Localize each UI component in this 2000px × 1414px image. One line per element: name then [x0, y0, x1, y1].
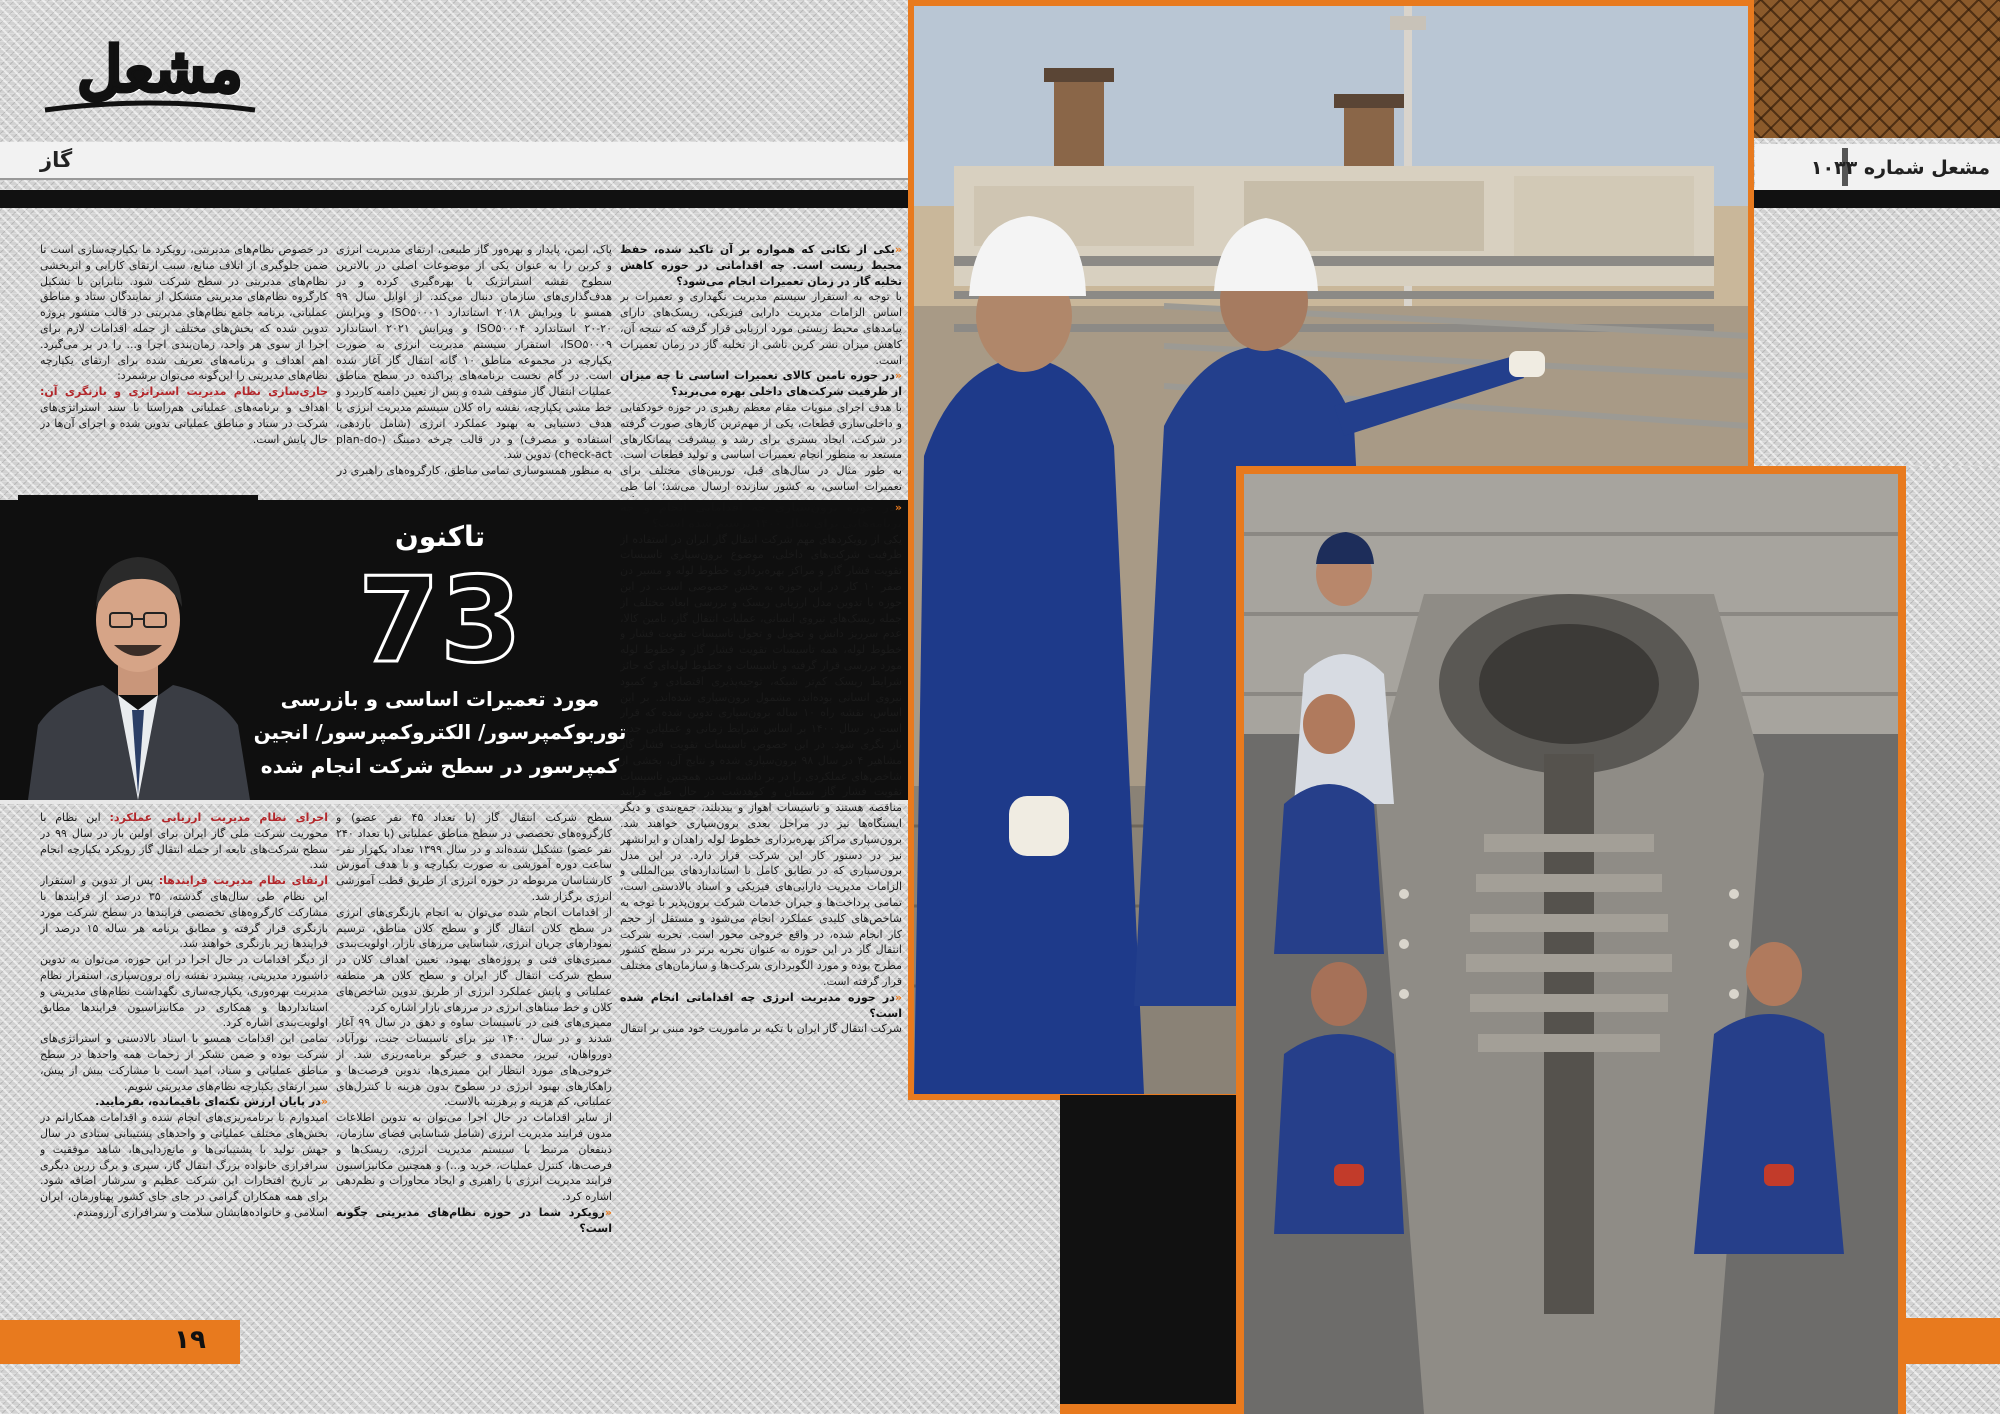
issue-label: مشعل شماره ۱۰۳۳ — [1810, 157, 1990, 179]
strategy-text: اهداف و برنامه‌های عملیاتی هم‌راستا با سند استراتژی‌های شرکت در ستاد و مناطق عملیاتی تدوین شده و اجرای آن‌ها در حال پایش است. — [40, 400, 328, 446]
photo-turbine-overhaul — [1244, 474, 1898, 1414]
other-actions-text: از سایر اقدامات در حال اجرا می‌توان به تدوین اطلاعات مدون فرایند مدیریت انرژی (شامل شناسایی فضای سازمان، ذینفعان مرتبط با سیستم مدیریت انرژی، ریسک‌ها و فرصت‌ها، کنترل عملیات، خرید و...) و همچنین مکانیزاسیون فرایند مدیریت انرژی با راهبری و ایجاد محاورات و نظم‌دهی اشاره کرد. — [336, 1111, 612, 1204]
question-env: یکی از نکاتی که همواره بر آن تاکید شده، حفظ محیط زیست است. چه اقداماتی در حوزه کاهش تخلیه گاز در زمان تعمیرات انجام می‌شود؟ — [620, 243, 902, 288]
highlight-process: ارتقای نظام مدیریت فرایندها: — [158, 874, 328, 888]
process-text: پس از تدوین و استقرار این نظام طی سال‌های گذشته، ۳۵ درصد از فرایندها با مشارکت کارگروه‌های تخصصی فرایندها در سطح شرکت مورد بازنگری قرار گرفته و مطابق برنامه هر ساله ۱۵ درصد از فرایند‌ها زیر بازنگری خواهند شد. — [40, 874, 328, 951]
quote-big-number: 73 — [357, 551, 523, 689]
answer-energy-start: شرکت انتقال گاز ایران با تکیه بر ماموریت خود مبنی بر انتقال — [620, 1022, 902, 1036]
evaluation-text: این نظام با محوریت شرکت ملی گاز ایران برای اولین بار در سال ۹۹ در سطح شرکت‌های تابعه از جمله انتقال گاز رویکرد یکپارچه انجام شد. — [40, 811, 328, 872]
energy-management-text: پاک، ایمن، پایدار و بهره‌ور گاز طبیعی، ارتقای مدیریت انرژی و کربن را به عنوان یکی از موضوعات اصلی در بالاترین سطوح نقشه استراتژیک با بهره‌گیری کرده و در هدف‌گذاری‌های سازمان دنبال می‌کند. از اوایل سال ۹۹ همسو با ویرایش ۲۰۱۸ استاندارد ISO۵۰۰۰۱ و ویرایش ۲۰-۲۰ استاندارد ISO۵۰۰۰۴ و ویرایش ۲۰۲۱ استاندارد ISO۵۰۰۰۹، استقرار سیستم مدیریت انرژی به صورت یکپارچه در مجموعه مناطق ۱۰ گانه انتقال گاز آغاز شده است. در گام نخست برنامه‌های پراکنده در سطح مناطق عملیات انتقال گاز متوقف شده و پس از تعیین دامنه کاربرد و خط مشی یکپارچه، نقشه راه کلان سیستم مدیریت انرژی با هدف دستیابی به بهبود عملکرد انرژی (شامل بازدهی، استفاده و مصرف) و در قالب چرخه دمینگ (plan-do-check-act) تدوین شد. — [336, 243, 612, 462]
working-groups-text: سطح شرکت انتقال گاز (با تعداد ۴۵ نفر عضو) و کارگروه‌های تخصصی در سطح مناطق عملیاتی (با تعداد ۲۴۰ نفر عضو) تشکیل شده‌اند و در سال ۱۳۹۹ تعداد یکهزار نفر-ساعت دوره آموزشی به صورت یکپارچه و با هدف آموزش کارشناسان مربوطه در حوزه انرژی از طریق قطب آموزشی انرژی برگزار شد. — [336, 811, 612, 903]
answer-outsourcing: یکی از رویکردهای مهم شرکت انتقال گاز ایران در استفاده از ظرفیت شرکت‌های داخلی، موضوع برون‌سپاری تاسیسات تقویت فشار گاز و مراکز بهره‌برداری خطوط لوله و مسیر دن صفر ۱۰ کار در این حوزه به بخش خصوصی است. در این حوزه با تدوین مدل ارزیابی ریسک و بررسی ابعاد مختلف از جمله ریسک‌های نیروی انسانی، عملیات انتقال گاز، تامین کالا، عدم سرریز دانش و تحویل و تحول تاسیسات تقویت فشار و خطوط لوله، همه تاسیسات تقویت فشار گاز و خطوط لوله مورد بررسی قرار گرفته و تاسیسات و خطوط لوله‌ای که حائز شرایط ریسک کم‌تر شبکه، توجیه‌پذیری اقتصادی و کمبود نیروی انسانی بوده‌اند، مشمول برون‌سپاری شده‌اند. بر این اساس، نقشه راه ۱۰ ساله برون‌سپاری تدوین شده که قرار است در سال ۱۴۰۰ بر اساس شرایط زمانی و عملیاتی جدید باز نگری شود. در این خصوص تاسیسات تقویت فشار گاز مشاهیر ۴ در سال ۹۸ برون‌سپاری شده و نتایج آن، بخشی از شاخص‌های عملکردی را در بر داشته است. همچنین تاسیسات تقویت فشار گاز سمنان و کوهدشت در حال طی فرایند مناقصه هستند و تاسیسات اهواز و بید‌بلند، جمع‌بندی و دیگر ایستگاه‌ها نیز در مراحل بعدی برون‌سپاری خواهند شد. برون‌سپاری مراکز بهره‌برداری خطوط لوله زاهدان و ایرانشهر نیز در دستور کار این شرکت قرار دارد. در این مدل برون‌سپاری که در تطابق کامل با استانداردهای بین‌المللی و الزامات مدیریت دارایی‌های فیزیکی و اسناد بالادستی است، تمامی پرداخت‌ها و جبران خدمات شرکت برون‌پذیر با توجه به شاخص‌های کلیدی عملکرد انجام می‌شود و مستقل از حجم کار انجام شده، در واقع خروجی محور است. تجربه شرکت انتقال گاز در این حوزه به عنوان تجربه برتر در سطح کشور مطرح بوده و مورد الگوبرداری شرکت‌ها و سازمان‌های مختلف قرار گرفته است. — [620, 532, 902, 988]
text-column-left-bottom: اجرای نظام مدیریت ارزیابی عملکرد: این نظام با محوریت شرکت ملی گاز ایران برای اولین بار در سال ۹۹ در سطح شرکت‌های تابعه از جمله انتقال گاز رویکرد یکپارچه انجام شد. ارتقای نظام مدیریت فرایندها: پس از تدوین و استقرار این نظام طی سال‌های گذشته، ۳۵ درصد از فرایندها با مشارکت کارگروه‌های تخصصی فرایندها در سطح شرکت مورد بازنگری قرار گرفته و مطابق برنامه هر ساله ۱۵ درصد از فرایند‌ها زیر بازنگری خواهند شد. از دیگر اقدامات در حال اجرا در این حوزه، می‌توان به تدوین داشبورد مدیریتی، پیشبرد نقشه راه برون‌سپاری، استقرار نظام مدیریت بهره‌وری، یکپارچه‌سازی نگهداشت نظام‌های مدیریتی و استانداردها و همکاری در مکانیزاسیون فرایندها مطابق اولویت‌بندی اشاره کرد. تمامی این اقدامات همسو با اسناد بالادستی و استراتژی‌های شرکت بوده و ضمن تشکر از زحمات همه واحدها در سطح مناطق عملیاتی و ستاد، امید است با مشارکت بیش از پیش، سیر ارتقای یکپارچه نظام‌های مدیریتی شویم. «در پایان ارزش نکته‌ای باقیمانده، بفرمایید. امیدوارم با برنامه‌ریزی‌های انجام شده و اقدامات همکارانم در بخش‌های مختلف عملیاتی و واحدهای پشتیبانی ستادی در سال جهش تولید با پشتیبانی‌ها و مانع‌زدایی‌ها، شاهد موفقیت و سرافرازی خانواده بزرگ انتقال گاز، سپری و برگ زرین دیگری بر تاریخ افتخارات این شرکت عظیم و سرشار اضافه شود. برای همه همکاران گرامی در جای جای کشور پهناورمان، ایران اسلامی و خانواده‌هایشان سلامت و سرافرازی آرزومندم. — [40, 811, 328, 1219]
quote-line-3: کمپرسور در سطح شرکت انجام شده — [260, 754, 620, 778]
ongoing-actions-text: از دیگر اقدامات در حال اجرا در این حوزه، می‌توان به تدوین داشبورد مدیریتی، پیشبرد نقشه راه برون‌سپاری، استقرار نظام مدیریت بهره‌وری، یکپارچه‌سازی نگهداشت نظام‌های مدیریتی و استانداردها و همکاری در مکانیزاسیون فرایندها مطابق اولویت‌بندی اشاره کرد. — [40, 953, 328, 1030]
right-grey-strip — [1906, 466, 2000, 1414]
right-orange-bar — [1906, 1318, 2000, 1364]
question-supply: در حوزه تامین کالای تعمیرات اساسی تا چه میزان از ظرفیت شرکت‌های داخلی بهره می‌برید؟ — [620, 369, 902, 399]
question-energy: در حوزه مدیریت انرژی چه اقداماتی انجام شده است؟ — [620, 990, 902, 1020]
management-systems-text: در خصوص نظام‌های مدیریتی، رویکرد ما یکپارچه‌سازی است تا ضمن جلوگیری از اتلاف منابع، سبب ارتقای کارایی و اثربخشی نظام‌های مدیریتی در سطح شرکت شود. بنابراین با تشکیل کارگروه نظام‌های مدیریتی متشکل از نمایندگان ستاد و مناطق عملیاتی، برنامه جامع نظام‌های مدیریتی در قالب منشور پروژه تدوین شده که بخش‌های مختلف از جمله اقدامات لازم برای اجرا از سوی هر واحد، زمان‌بندی اجرا و... را در بر می‌گیرد. اهم اهداف و برنامه‌های تعریف شده برای ارتقای یکپارچه نظام‌های مدیریتی را این‌گونه می‌توان برشمرد: — [40, 243, 328, 383]
technical-audits-text: ممیزی‌های فنی در تاسیسات ساوه و دهق در سال ۹۹ آغاز شدند و در سال ۱۴۰۰ نیز برای تاسیسات جنت، نورآباد، دورواهان، تبریز، محمدی و خیرگو برنامه‌ریزی شد. از خروجی‌های مورد انتظار این ممیزی‌ها، تدوین فرصت‌ها و راهکارهای بهبود انرژی در سطوح بدون هزینه با کنترل‌های عملیاتی، کم هزینه و پرهزینه بالاست. — [336, 1016, 612, 1109]
magazine-logo: مشعل — [77, 33, 243, 106]
section-title: گاز — [40, 148, 73, 172]
footer-hatch — [0, 1364, 240, 1414]
question-outsourcing: در حوزه برون‌سپاری چه اقداماتی انجام و چه برنامه‌هایی برای سال ۱۴۰۰ ترسیم شده است؟ — [620, 501, 902, 530]
quote-line-1: مورد تعمیرات اساسی و بازرسی — [280, 687, 600, 711]
closing-text: امیدوارم با برنامه‌ریزی‌های انجام شده و اقدامات همکارانم در بخش‌های مختلف عملیاتی و واحدهای پشتیبانی ستادی در سال جهش تولید با پشتیبانی‌ها و مانع‌زدایی‌ها، شاهد موفقیت و سرافرازی خانواده بزرگ انتقال گاز، سپری و برگ زرین دیگری بر تاریخ افتخارات این شرکت عظیم و سرشار اضافه شود. برای همه همکاران گرامی در جای جای کشور پهناورمان، ایران اسلامی و خانواده‌هایشان سلامت و سرافرازی آرزومندم. — [40, 1111, 328, 1219]
page-number: ۱۹ — [174, 1325, 206, 1355]
highlight-evaluation: اجرای نظام مدیریت ارزیابی عملکرد: — [109, 811, 328, 824]
text-column-right-top: «یکی از نکاتی که همواره بر آن تاکید شده، حفظ محیط زیست است. چه اقداماتی در حوزه کاهش تخلیه گاز در زمان تعمیرات انجام می‌شود؟ با توجه به استقرار سیستم مدیریت نگهداری و تعمیرات بر اساس الزامات مدیریت دارایی فیزیکی، ریسک‌های دارای پیامدهای محیط زیستی مورد ارزیابی قرار گرفته که نتیجه آن، کاهش میزان نشر کربن ناشی از تخلیه گاز در زمان تعمیرات است. «در حوزه تامین کالای تعمیرات اساسی تا چه میزان از ظرفیت شرکت‌های داخلی بهره می‌برید؟ با هدف اجرای منویات مقام معظم رهبری در حوزه خودکفایی و داخلی‌سازی قطعات، یکی از مهم‌ترین کارهای صورت گرفته در شرکت، ایجاد بستری برای رشد و پیشرفت پیمانکارهای مستعد به منظور انجام تعمیرات اساسی و تولید قطعات است. به طور مثال در سال‌های قبل، توربین‌های مختلف برای تعمیرات اساسی، به کشور سازنده ارسال می‌شد؛ اما طی — [620, 242, 902, 497]
orange-accent-rule — [1060, 1404, 1240, 1414]
section-bar — [0, 142, 910, 180]
black-accent-block — [1060, 1095, 1240, 1414]
answer-supply-start: با هدف اجرای منویات مقام معظم رهبری در حوزه خودکفایی و داخلی‌سازی قطعات، یکی از مهم‌ترین کارهای صورت گرفته در شرکت، ایجاد بستری برای رشد و پیشرفت پیمانکارهای مستعد به منظور انجام تعمیرات اساسی و تولید قطعات است. به طور مثال در سال‌های قبل، توربین‌های مختلف برای تعمیرات اساسی، به کشور سازنده ارسال می‌شد؛ اما طی — [620, 400, 902, 493]
text-column-middle-top — [336, 242, 612, 497]
top-black-band-left — [0, 190, 910, 208]
interviewee-portrait — [18, 495, 258, 800]
energy-working-groups: به منظور همسوسازی تمامی مناطق، کارگروه‌های راهبری در — [336, 464, 612, 478]
logo-swoosh-icon — [40, 100, 260, 116]
text-column-left-top — [40, 242, 328, 497]
text-column-right-bottom: «در حوزه برون‌سپاری چه اقداماتی انجام و چه برنامه‌هایی برای سال ۱۴۰۰ ترسیم شده است؟ یکی از رویکردهای مهم شرکت انتقال گاز ایران در استفاده از ظرفیت شرکت‌های داخلی، موضوع برون‌سپاری تاسیسات تقویت فشار گاز و مراکز بهره‌برداری خطوط لوله و مسیر دن صفر ۱۰ کار در این حوزه به بخش خصوصی است. در این حوزه با تدوین مدل ارزیابی ریسک و بررسی ابعاد مختلف از جمله ریسک‌های نیروی انسانی، عملیات انتقال گاز، تامین کالا، عدم سرریز دانش و تحویل و تحول تاسیسات تقویت فشار و خطوط لوله، همه تاسیسات تقویت فشار گاز و خطوط لوله مورد بررسی قرار گرفته و تاسیسات و خطوط لوله‌ای که حائز شرایط ریسک کم‌تر شبکه، توجیه‌پذیری اقتصادی و کمبود نیروی انسانی بوده‌اند، مشمول برون‌سپاری شده‌اند. بر این اساس، نقشه راه ۱۰ ساله برون‌سپاری تدوین شده که قرار است در سال ۱۴۰۰ بر اساس شرایط زمانی و عملیاتی جدید باز نگری شود. در این خصوص تاسیسات تقویت فشار گاز مشاهیر ۴ در سال ۹۸ برون‌سپاری شده و نتایج آن، بخشی از شاخص‌های عملکردی را در بر داشته است. همچنین تاسیسات تقویت فشار گاز سمنان و کوهدشت در حال طی فرایند مناقصه هستند و تاسیسات اهواز و بید‌بلند، جمع‌بندی و دیگر ایستگاه‌ها نیز در مراحل بعدی برون‌سپاری خواهند شد. برون‌سپاری مراکز بهره‌برداری خطوط لوله زاهدان و ایرانشهر نیز در دستور کار این شرکت قرار دارد. در این مدل برون‌سپاری که در تطابق کامل با استانداردهای بین‌المللی و الزامات مدیریت دارایی‌های فیزیکی و اسناد بالادستی است، تمامی پرداخت‌ها و جبران خدمات شرکت برون‌پذیر با توجه به شاخص‌های کلیدی عملکرد انجام می‌شود و مستقل از حجم کار انجام شده، در واقع خروجی محور است. تجربه شرکت انتقال گاز در این حوزه به عنوان تجربه برتر در سطح کشور مطرح بوده و مورد الگوبرداری شرکت‌ها و سازمان‌های مختلف قرار گرفته است. «در حوزه مدیریت انرژی چه اقداماتی انجام شده است؟ شرکت انتقال گاز ایران با تکیه بر ماموریت خود مبنی بر انتقال — [620, 501, 902, 1036]
alignment-text: تمامی این اقدامات همسو با اسناد بالادستی و استراتژی‌های شرکت بوده و ضمن تشکر از زحمات همه واحدها در سطح مناطق عملیاتی و ستاد، امید است با مشارکت بیش از پیش، سیر ارتقای یکپارچه نظام‌های مدیریتی شویم. — [40, 1032, 328, 1093]
text-column-middle-bottom: سطح شرکت انتقال گاز (با تعداد ۴۵ نفر عضو) و کارگروه‌های تخصصی در سطح مناطق عملیاتی (با تعداد ۲۴۰ نفر عضو) تشکیل شده‌اند و در سال ۱۳۹۹ تعداد یکهزار نفر-ساعت دوره آموزشی به صورت یکپارچه و با هدف آموزش کارشناسان مربوطه در حوزه انرژی از طریق قطب آموزشی انرژی برگزار شد. از اقدامات انجام شده می‌توان به انجام بازنگری‌های انرژی در سطح کلان انتقال گاز و سطح کلان مناطق، ترسیم نمودارهای جریان انرژی، شناسایی مرزهای بازار، اولویت‌بندی ممیزی‌های فنی و پروژه‌های بهبود، تعیین اهداف کلان در سطح شرکت انتقال گاز ایران و سطح کلان هر منطقه عملیاتی و پایش عملکرد انرژی از طریق تدوین شاخص‌های کلان و خط مبناهای انرژی در مرزهای بازار اشاره کرد. ممیزی‌های فنی در تاسیسات ساوه و دهق در سال ۹۹ آغاز شدند و در سال ۱۴۰۰ نیز برای تاسیسات جنت، نورآباد، دورواهان، تبریز، محمدی و خیرگو برنامه‌ریزی شد. از خروجی‌های مورد انتظار این ممیزی‌ها، تدوین فرصت‌ها و راهکارهای بهبود انرژی در سطوح بدون هزینه با کنترل‌های عملیاتی، کم هزینه و پرهزینه بالاست. از سایر اقدامات در حال اجرا می‌توان به تدوین اطلاعات مدون فرایند مدیریت انرژی (شامل شناسایی فضای سازمان، ذینفعان مرتبط با سیستم مدیریت انرژی، ریسک‌ها و فرصت‌ها، کنترل عملیات، خرید و...) و همچنین مکانیزاسیون فرایند مدیریت انرژی با راهبری و ایجاد محاورات و نظم‌دهی اشاره کرد. «رویکرد شما در حوزه نظام‌های مدیریتی چگونه است؟ — [336, 811, 612, 1235]
answer-env: با توجه به استقرار سیستم مدیریت نگهداری و تعمیرات بر اساس الزامات مدیریت دارایی فیزیکی، ریسک‌های دارای پیامدهای محیط زیستی مورد ارزیابی قرار گرفته که نتیجه آن، کاهش میزان نشر کربن ناشی از تخلیه گاز در زمان تعمیرات است. — [620, 290, 902, 367]
quote-line-2: توربوکمپرسور/ الکتروکمپرسور/ انجین — [253, 720, 627, 744]
quote-pre-text: تاکنون — [394, 520, 486, 553]
question-closing: در پایان ارزش نکته‌ای باقیمانده، بفرمایید. — [95, 1095, 321, 1109]
highlight-strategy: جاری‌سازی نظام مدیریت استراتژی و بازنگری آن: — [40, 385, 328, 399]
question-management-systems: رویکرد شما در حوزه نظام‌های مدیریتی چگونه است؟ — [336, 1205, 612, 1235]
energy-actions-text: از اقدامات انجام شده می‌توان به انجام بازنگری‌های انرژی در سطح کلان انتقال گاز و سطح کلان مناطق، ترسیم نمودارهای جریان انرژی، شناسایی مرزهای بازار، اولویت‌بندی ممیزی‌های فنی و پروژه‌های بهبود، تعیین اهداف کلان در سطح شرکت انتقال گاز ایران و سطح کلان هر منطقه عملیاتی و پایش عملکرد انرژی از طریق تدوین شاخص‌های کلان و خط مبناهای انرژی در مرزهای بازار اشاره کرد. — [336, 905, 612, 1014]
